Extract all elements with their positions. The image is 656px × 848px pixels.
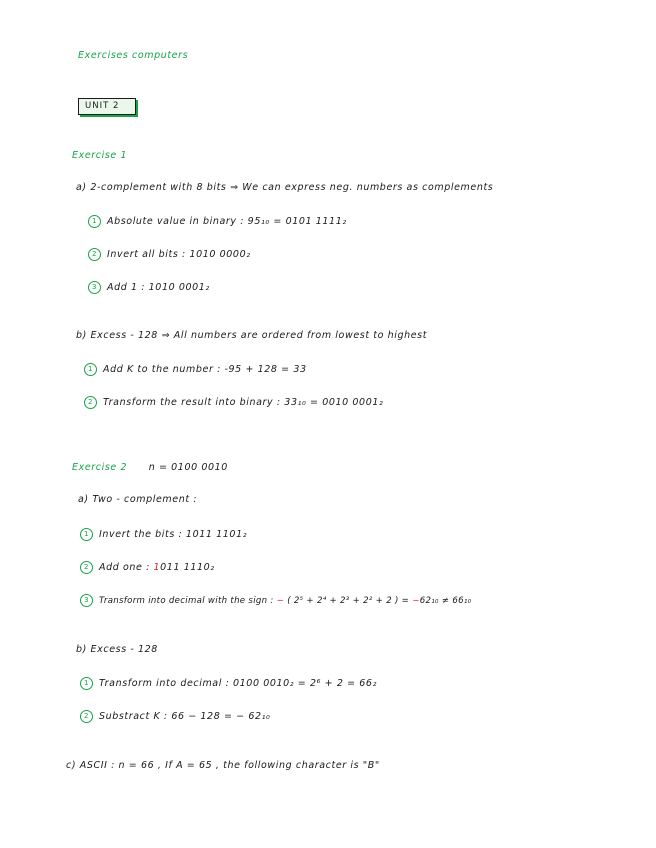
- step-text: Transform the result into binary : 33₁₀ = 0010 0001₂: [103, 397, 384, 408]
- ex2-a-step-2: [80, 561, 215, 574]
- step-number-icon: 2: [80, 561, 93, 574]
- ex2-a-intro: a) Two - complement :: [78, 494, 198, 505]
- step-text-tail: 011 1110₂: [160, 562, 215, 573]
- minus-sign: −: [276, 596, 285, 606]
- ex1-a-step-2: [88, 248, 251, 261]
- ex1-b-step-1: [84, 363, 307, 376]
- step-text: Transform into decimal : 0100 0010₂ = 2⁶ + 2 = 66₂: [99, 678, 377, 689]
- step-number-icon: 1: [88, 215, 101, 228]
- ex2-b-intro: b) Excess - 128: [76, 644, 158, 655]
- ex2-a-step-3: [80, 594, 471, 607]
- ex1-b-intro: b) Excess - 128 ⇒ All numbers are ordered from lowest to highest: [76, 330, 428, 341]
- step-number-icon: 1: [80, 677, 93, 690]
- unit-label-box: [78, 98, 136, 115]
- page-title: Exercises computers: [78, 50, 189, 61]
- step-text: Add K to the number : -95 + 128 = 33: [103, 364, 307, 375]
- step-text: Add 1 : 1010 0001₂: [107, 282, 210, 293]
- step-text: Transform into decimal with the sign :: [99, 596, 277, 606]
- step-number-icon: 1: [84, 363, 97, 376]
- step-text: Invert all bits : 1010 0000₂: [107, 249, 251, 260]
- step-text-mid: ( 2⁵ + 2⁴ + 2³ + 2² + 2 ) =: [284, 596, 413, 606]
- ex1-b-step-2: [84, 396, 383, 409]
- step-text: Add one :: [99, 562, 154, 573]
- step-number-icon: 3: [80, 594, 93, 607]
- minus-sign: −: [412, 596, 420, 606]
- unit-label: UNIT 2: [85, 101, 120, 111]
- exercise-1-title: Exercise 1: [72, 150, 128, 161]
- step-text: Substract K : 66 − 128 = − 62₁₀: [99, 711, 271, 722]
- step-text: Absolute value in binary : 95₁₀ = 0101 1111₂: [107, 216, 347, 227]
- step-text-tail: 62₁₀ ≠ 66₁₀: [419, 596, 472, 606]
- step-number-icon: 2: [80, 710, 93, 723]
- highlight-digit: 1: [153, 562, 161, 573]
- ex1-a-step-1: [88, 215, 347, 228]
- ex2-b-step-2: [80, 710, 270, 723]
- step-number-icon: 3: [88, 281, 101, 294]
- ex1-a-intro: a) 2-complement with 8 bits ⇒ We can express neg. numbers as complements: [76, 182, 494, 193]
- step-number-icon: 1: [80, 528, 93, 541]
- ex2-c-line: c) ASCII : n = 66 , If A = 65 , the following character is "B": [66, 760, 380, 771]
- ex2-a-step-1: [80, 528, 247, 541]
- ex2-b-step-1: [80, 677, 377, 690]
- step-text: Invert the bits : 1011 1101₂: [99, 529, 248, 540]
- exercise-2-title: Exercise 2: [72, 462, 128, 473]
- exercise-2-value: n = 0100 0010: [148, 462, 228, 473]
- step-number-icon: 2: [88, 248, 101, 261]
- exercise-2-header: [72, 462, 228, 473]
- ex1-a-step-3: [88, 281, 210, 294]
- step-number-icon: 2: [84, 396, 97, 409]
